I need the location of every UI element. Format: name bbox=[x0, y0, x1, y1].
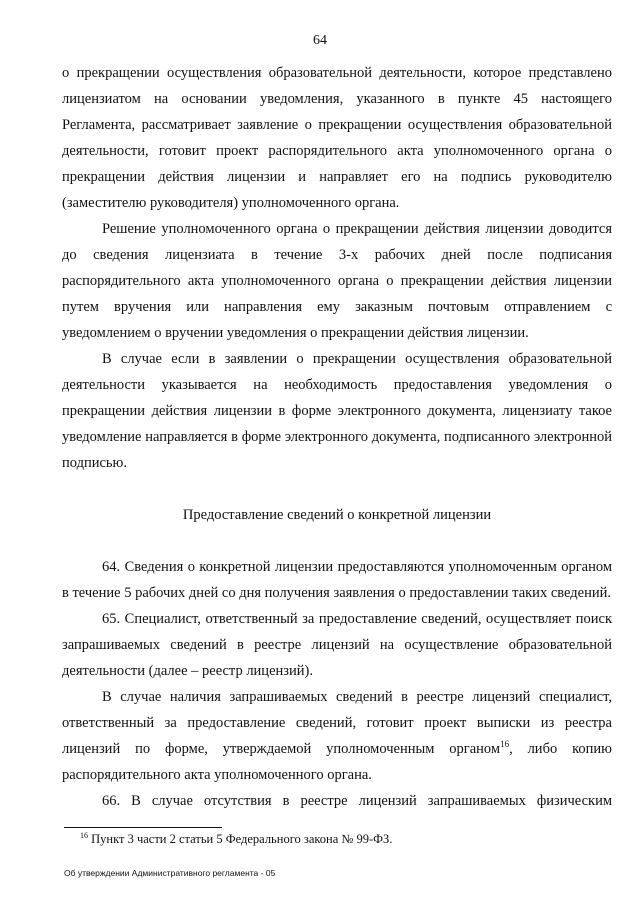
paragraph-65: 65. Специалист, ответственный за предоставление сведений, осуществляет поиск запрашиваемых сведений в реестре лицензий на осуществление образовательной деятельности (далее – реестр лицензий). bbox=[62, 611, 612, 679]
paragraph-65-text-after-ref: , либо копию распорядительного акта уполномоченного органа. bbox=[62, 741, 612, 783]
footnote-separator bbox=[64, 827, 222, 828]
paragraph-66: 66. В случае отсутствия в реестре лицензий запрашиваемых физическим bbox=[102, 793, 612, 809]
section-heading: Предоставление сведений о конкретной лицензии bbox=[182, 507, 492, 523]
footnote-number: 16 bbox=[80, 830, 88, 840]
page-number: 64 bbox=[313, 33, 327, 48]
paragraph-65-text-before-ref: В случае наличия запрашиваемых сведений в реестре лицензий специалист, ответственный за предоставление сведений, готовит проект выписки из реестра лицензий по форме, утверждаемой уполномоченным органом bbox=[62, 689, 612, 757]
paragraph-65-continuation bbox=[62, 684, 612, 788]
paragraph-continuation: о прекращении осуществления образовательной деятельности, которое представлено лицензиатом на основании уведомления, указанного в пункте 45 настоящего Регламента, рассматривает заявление о прекращении осуществления образовательной деятельности, готовит проект распорядительного акта уполномоченного органа о прекращении действия лицензии и направляет его на подпись руководителю (заместителю руководителя) уполномоченного органа. bbox=[62, 65, 612, 211]
paragraph-electronic-notice: В случае если в заявлении о прекращении осуществления образовательной деятельности указывается на необходимость предоставления уведомления о прекращении действия лицензии в форме электронного документа, лицензиату такое уведомление направляется в форме электронного документа, подписанного электронной подписью. bbox=[62, 351, 612, 471]
document-body bbox=[62, 60, 612, 814]
footnote-reference: 16 bbox=[500, 739, 510, 750]
footnote bbox=[80, 832, 392, 847]
footnote-text: Пункт 3 части 2 статьи 5 Федерального закона № 99-ФЗ. bbox=[88, 832, 393, 846]
paragraph-64: 64. Сведения о конкретной лицензии предоставляются уполномоченным органом в течение 5 рабочих дней со дня получения заявления о предоставлении таких сведений. bbox=[62, 559, 612, 601]
page-footer: Об утверждении Административного регламента - 05 bbox=[64, 868, 276, 878]
paragraph-decision-notice: Решение уполномоченного органа о прекращении действия лицензии доводится до сведения лицензиата в течение 3-х рабочих дней после подписания распорядительного акта уполномоченного органа о прекращении действия лицензии путем вручения или направления ему заказным почтовым отправлением с уведомлением о вручении уведомления о прекращении действия лицензии. bbox=[62, 221, 612, 341]
